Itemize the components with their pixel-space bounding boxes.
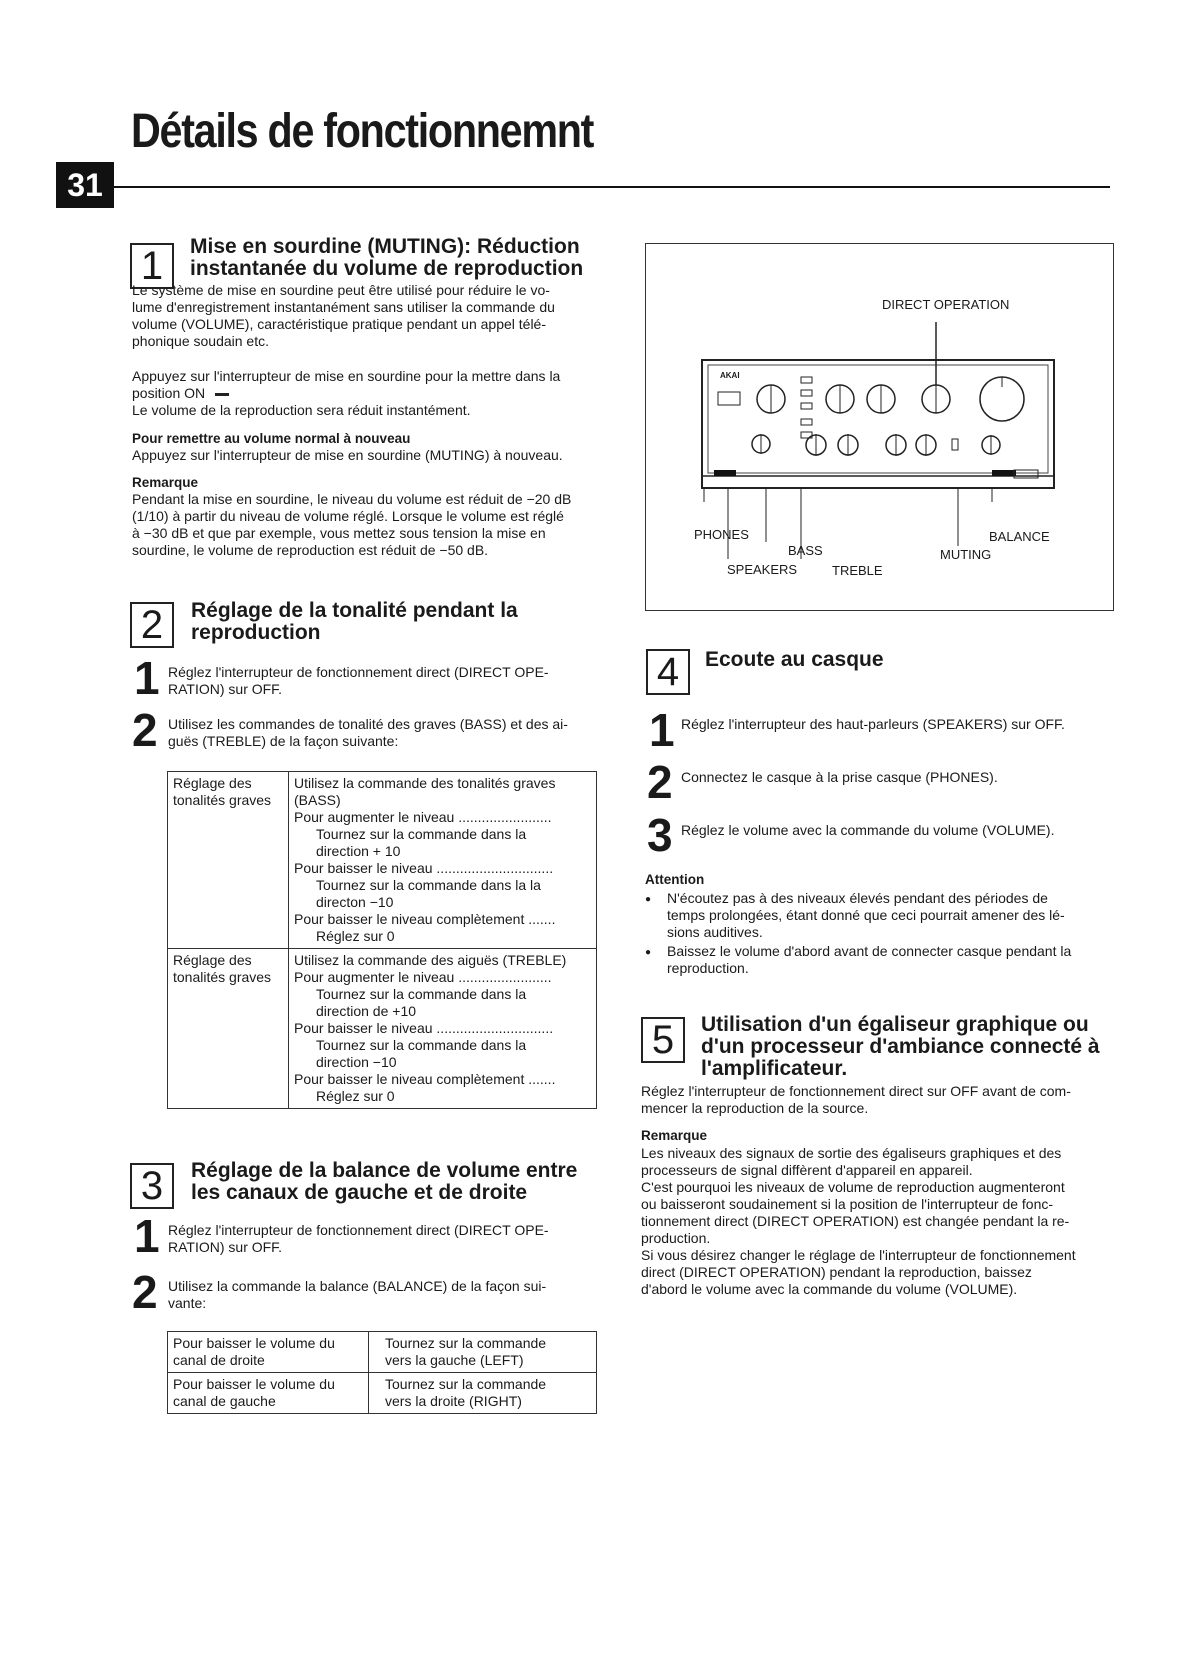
step-text: Utilisez la commande la balance (BALANCE) de la façon sui- vante: bbox=[168, 1278, 547, 1311]
table-cell: Utilisez la commande des tonalités graves (BASS) Pour augmenter le niveau ........................ Tournez sur la commande dans la direction + 10 Pour baisser le niveau .............................. Tournez sur la commande dans la la directon −10 Pour baisser le niveau complètement ....... Réglez sur 0 bbox=[289, 772, 597, 949]
phones-label: PHONES bbox=[694, 527, 749, 542]
table-row bbox=[168, 1332, 597, 1373]
step-number: 2 bbox=[132, 704, 158, 756]
muting-label: MUTING bbox=[940, 547, 992, 562]
remark-text: Les niveaux des signaux de sortie des égaliseurs graphiques et des processeurs de signal diffèrent d'appareil en appareil. C'est pourquoi les niveaux de volume de reproduction augmenteront ou baisseront soudainement si la position de l'interrupteur de fonc- tionnement direct (DIRECT OPERATION) est changée pendant la re- production. Si vous désirez changer le réglage de l'interrupteur de fonctionnement direct (DIRECT OPERATION) pendant la reproduction, baissez d'abord le volume avec la commande du volume (VOLUME). bbox=[641, 1145, 1076, 1297]
step-number: 1 bbox=[134, 652, 160, 704]
step-text: Réglez l'interrupteur des haut-parleurs (SPEAKERS) sur OFF. bbox=[681, 716, 1065, 732]
treble-label: TREBLE bbox=[832, 563, 883, 578]
table-cell: Pour baisser le volume du canal de droite bbox=[168, 1332, 369, 1373]
table-cell: Utilisez la commande des aiguës (TREBLE) Pour augmenter le niveau ........................ Tournez sur la commande dans la direction de +10 Pour baisser le niveau .............................. Tournez sur la commande dans la direction −10 Pour baisser le niveau complètement ....... Réglez sur 0 bbox=[289, 949, 597, 1109]
step-number: 3 bbox=[647, 809, 673, 861]
section-5-number: 5 bbox=[641, 1017, 685, 1063]
table-row bbox=[168, 1373, 597, 1414]
section-1-instructions: Appuyez sur l'interrupteur de mise en sourdine pour la mettre dans la position ON Le volume de la reproduction sera réduit instantément. bbox=[132, 368, 561, 418]
remark-heading: Remarque bbox=[641, 1128, 708, 1143]
step-number: 1 bbox=[134, 1210, 160, 1262]
page-title: Détails de fonctionnemnt bbox=[131, 105, 594, 158]
section-2-number: 2 bbox=[130, 602, 174, 648]
section-2-heading: Réglage de la tonalité pendant la reproduction bbox=[191, 599, 518, 644]
header-rule bbox=[114, 186, 1110, 188]
section-4-number: 4 bbox=[646, 649, 690, 695]
restore-volume-text: Appuyez sur l'interrupteur de mise en sourdine (MUTING) à nouveau. bbox=[132, 447, 563, 463]
tone-table bbox=[167, 771, 597, 1109]
attention-item: ● N'écoutez pas à des niveaux élevés pendant des périodes de temps prolongées, étant donné que ceci pourrait amener des lé- sions auditives. bbox=[667, 890, 1112, 941]
step-text: Réglez l'interrupteur de fonctionnement direct (DIRECT OPE- RATION) sur OFF. bbox=[168, 664, 549, 697]
table-cell: Réglage des tonalités graves bbox=[168, 772, 289, 949]
step-text: Utilisez les commandes de tonalité des graves (BASS) et des ai- guës (TREBLE) de la façon suivante: bbox=[168, 716, 568, 749]
bass-label: BASS bbox=[788, 543, 823, 558]
section-5-intro: Réglez l'interrupteur de fonctionnement direct sur OFF avant de com- mencer la reproduction de la source. bbox=[641, 1083, 1071, 1116]
table-row bbox=[168, 949, 597, 1109]
section-3-number: 3 bbox=[130, 1163, 174, 1209]
step-number: 1 bbox=[649, 704, 675, 756]
step-text: Connectez le casque à la prise casque (PHONES). bbox=[681, 769, 998, 785]
balance-label: BALANCE bbox=[989, 529, 1050, 544]
balance-table bbox=[167, 1331, 597, 1414]
table-cell: Tournez sur la commande vers la droite (RIGHT) bbox=[369, 1373, 597, 1414]
section-3-heading: Réglage de la balance de volume entre les canaux de gauche et de droite bbox=[191, 1159, 578, 1204]
remark-heading: Remarque bbox=[132, 475, 199, 490]
page-number: 31 bbox=[56, 162, 114, 208]
amplifier-figure bbox=[645, 243, 1114, 611]
section-4-heading: Ecoute au casque bbox=[705, 648, 884, 671]
table-cell: Réglage des tonalités graves bbox=[168, 949, 289, 1109]
table-row bbox=[168, 772, 597, 949]
restore-volume-heading: Pour remettre au volume normal à nouveau bbox=[132, 431, 411, 446]
section-1-intro: Le système de mise en sourdine peut être utilisé pour réduire le vo- lume d'enregistrement instantanément sans utiliser la commande du volume (VOLUME), caractéristique pratique pendant un appel télé- phonique soudain etc. bbox=[132, 282, 555, 349]
speakers-label: SPEAKERS bbox=[727, 562, 798, 577]
step-text: Réglez l'interrupteur de fonctionnement direct (DIRECT OPE- RATION) sur OFF. bbox=[168, 1222, 549, 1255]
attention-item: ● Baissez le volume d'abord avant de connecter casque pendant la reproduction. bbox=[667, 943, 1112, 977]
table-cell: Pour baisser le volume du canal de gauche bbox=[168, 1373, 369, 1414]
remark-text: Pendant la mise en sourdine, le niveau du volume est réduit de −20 dB (1/10) à partir du niveau de volume réglé. Lorsque le volume est réglé à −30 dB et que par exemple, vous mettez sous tension la mise en sourdine, le volume de reproduction est réduit de −50 dB. bbox=[132, 491, 572, 558]
step-text: Réglez le volume avec la commande du volume (VOLUME). bbox=[681, 822, 1055, 838]
section-1-number: 1 bbox=[130, 243, 174, 289]
brand-logo: AKAI bbox=[720, 371, 740, 380]
section-5-heading: Utilisation d'un égaliseur graphique ou d'un processeur d'ambiance connecté à l'amplificateur. bbox=[701, 1013, 1100, 1080]
amplifier-front-panel-illustration bbox=[646, 244, 1113, 610]
attention-heading: Attention bbox=[645, 872, 705, 887]
table-cell: Tournez sur la commande vers la gauche (LEFT) bbox=[369, 1332, 597, 1373]
direct-operation-label: DIRECT OPERATION bbox=[882, 297, 1010, 312]
on-position-icon bbox=[215, 393, 229, 396]
step-number: 2 bbox=[132, 1266, 158, 1318]
step-number: 2 bbox=[647, 756, 673, 808]
section-1-heading: Mise en sourdine (MUTING): Réduction instantanée du volume de reproduction bbox=[190, 235, 584, 280]
